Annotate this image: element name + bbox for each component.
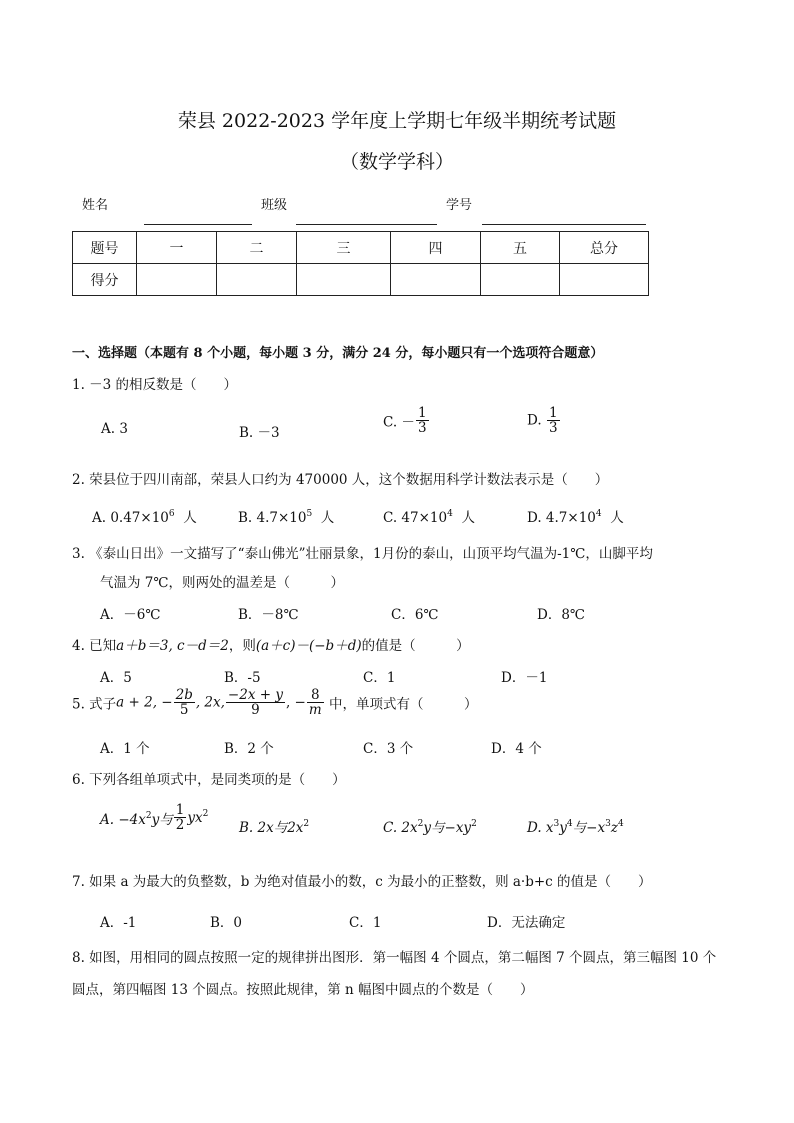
class-label: 班级 [261, 198, 288, 213]
score-cell[interactable] [481, 264, 560, 296]
score-cell[interactable] [137, 264, 217, 296]
numerator: 1 [548, 405, 558, 421]
question-2-stem: 2. 荣县位于四川南部，荣县人口约为 470000 人，这个数据用科学计数法表示是（ ） [72, 472, 609, 488]
question-8-line-1: 8. 如图，用相同的圆点按照一定的规律拼出图形．第一幅图 4 个圆点，第二幅图 7 个圆点，第三幅图 10 个 [72, 950, 717, 966]
q5-text: 中，单项式有（ ） [328, 696, 478, 713]
q2-option-c [383, 506, 475, 526]
exam-subtitle: （数学学科） [339, 151, 454, 173]
q4-text: ，则 [228, 638, 256, 654]
q2-b-base: B. 4.7×10 [238, 510, 307, 526]
q6-c-term: C. 2x [383, 820, 418, 836]
question-5-stem [72, 688, 477, 717]
q4-text: 的值是（ ） [361, 638, 470, 654]
score-cell[interactable] [560, 264, 649, 296]
numerator: 8 [307, 688, 324, 703]
q5-text: 5. 式子 [72, 696, 117, 713]
unit: 人 [320, 510, 335, 526]
q4-option-d: D．－1 [501, 670, 548, 686]
q3-option-a: A．－6℃ [100, 607, 161, 623]
column-header: 总分 [560, 232, 649, 264]
score-cell[interactable] [391, 264, 481, 296]
q5-option-a: A．1 个 [100, 741, 150, 757]
exam-title: 荣县 2022-2023 学年度上学期七年级半期统考试题 [177, 110, 617, 132]
denominator: 2 [175, 817, 185, 834]
q6-a-term: A. −4x [100, 811, 146, 828]
q7-option-b: B．0 [210, 915, 243, 931]
q6-d-term: y [559, 820, 567, 836]
name-field[interactable] [144, 224, 252, 225]
q7-option-a: A．-1 [100, 915, 137, 931]
q1-option-b: B. －3 [239, 425, 280, 441]
q5-option-d: D．4 个 [491, 741, 542, 757]
q6-a-term: y与 [151, 811, 173, 828]
question-8-line-2: 圆点，第四幅图 13 个圆点。按照此规律，第 n 幅图中圆点的个数是（ ） [72, 982, 534, 998]
q6-option-c: C. $2x^2y$与$-xy^2$ [383, 819, 477, 836]
question-4-stem [72, 634, 470, 654]
column-header: 二 [217, 232, 297, 264]
q4-option-a: A．5 [100, 670, 132, 686]
fraction [226, 688, 285, 717]
exponent: 4 [595, 509, 602, 519]
question-7-stem: 7. 如果 a 为最大的负整数，b 为绝对值最小的数，c 为最小的正整数，则 a·b+c 的值是（ ） [72, 874, 652, 890]
q2-option-b [238, 506, 334, 526]
q6-option-b: B. 2x与$2x^2$ [239, 819, 310, 836]
q1-option-d [527, 406, 561, 435]
q6-option-d: D. $x^3y^4$与$-x^3z^4$ [527, 819, 624, 836]
q1-option-c [383, 406, 430, 435]
score-table [72, 231, 649, 296]
class-field[interactable] [296, 224, 437, 225]
score-cell[interactable] [217, 264, 297, 296]
q2-a-base: A. 0.47×10 [92, 510, 169, 526]
q3-option-c: C．6℃ [391, 607, 439, 623]
q5-math: , − [285, 694, 306, 711]
question-6-stem: 6. 下列各组单项式中，是同类项的是（ ） [72, 772, 346, 788]
denominator: 3 [548, 420, 558, 437]
q6-d-term: 与−x [572, 820, 606, 836]
numerator: 1 [175, 802, 185, 818]
q7-option-c: C．1 [349, 915, 382, 931]
exponent: 4 [447, 509, 453, 519]
q3-option-b: B．－8℃ [238, 607, 299, 623]
fraction [307, 688, 324, 717]
numerator: 1 [417, 405, 427, 421]
q4-math: (a＋c)－(−b＋d) [255, 638, 362, 654]
q5-math: , 2x, [195, 694, 225, 711]
numerator: 2b [175, 687, 193, 703]
numerator: −2x + y [227, 687, 283, 703]
question-3-line-1: 3. 《泰山日出》一文描写了“泰山佛光”壮丽景象，1月份的泰山，山顶平均气温为-1℃，山脚平均 [72, 546, 653, 562]
id-label: 学号 [446, 198, 473, 213]
exponent: 5 [306, 509, 313, 519]
fraction [416, 406, 429, 435]
exponent: 6 [168, 509, 175, 519]
section-heading: 一、选择题（本题有 8 个小题，每小题 3 分，满分 24 分，每小题只有一个选项符合题意） [72, 346, 604, 361]
q6-d-term: z [610, 820, 618, 836]
unit: 人 [610, 510, 624, 526]
q2-d-base: D. 4.7×10 [527, 510, 596, 526]
q5-math: a + 2, − [116, 694, 173, 711]
table-row [73, 264, 649, 296]
denominator: 9 [251, 702, 260, 719]
q4-option-b: B．-5 [224, 670, 261, 686]
q4-text: 4. 已知 [72, 638, 117, 654]
q2-c-base: C. 47×10 [383, 510, 448, 526]
q7-option-d: D．无法确定 [487, 915, 566, 931]
unit: 人 [183, 510, 197, 526]
name-label: 姓名 [82, 198, 109, 213]
denominator: m [308, 702, 322, 719]
id-field[interactable] [482, 224, 646, 225]
q6-d-term: D. x [527, 820, 554, 836]
q1-c-prefix: C. － [383, 414, 415, 431]
q4-math: a＋b＝3, c－d＝2 [116, 638, 229, 654]
fraction [174, 803, 187, 832]
q3-option-d: D．8℃ [537, 607, 586, 623]
q6-option-a: A. $-4x^2y$与 $\frac{1}{2}$ $yx^2$ [100, 802, 209, 834]
denominator: 3 [417, 420, 427, 437]
fraction [174, 688, 195, 717]
q5-option-b: B．2 个 [224, 741, 274, 757]
score-cell[interactable] [297, 264, 391, 296]
column-header: 四 [391, 232, 481, 264]
q5-option-c: C．3 个 [363, 741, 414, 757]
column-header: 一 [137, 232, 217, 264]
q6-a-term: yx [187, 809, 203, 826]
q6-b-term: B. 2x与2x [239, 820, 304, 836]
row-header: 得分 [73, 264, 137, 296]
question-1-stem: 1. －3 的相反数是（ ） [72, 377, 238, 393]
q1-d-prefix: D. [527, 412, 542, 429]
q2-option-d [527, 506, 624, 526]
row-header: 题号 [73, 232, 137, 264]
denominator: 5 [179, 702, 189, 719]
fraction [547, 406, 560, 435]
table-row [73, 232, 649, 264]
q4-option-c: C．1 [363, 670, 396, 686]
q2-option-a [92, 506, 197, 526]
q1-option-a: A. 3 [101, 421, 128, 437]
column-header: 五 [481, 232, 560, 264]
question-3-line-2: 气温为 7℃，则两处的温差是（ ） [100, 575, 344, 591]
column-header: 三 [297, 232, 391, 264]
q6-c-term: y与−xy [423, 820, 472, 836]
unit: 人 [461, 510, 475, 526]
